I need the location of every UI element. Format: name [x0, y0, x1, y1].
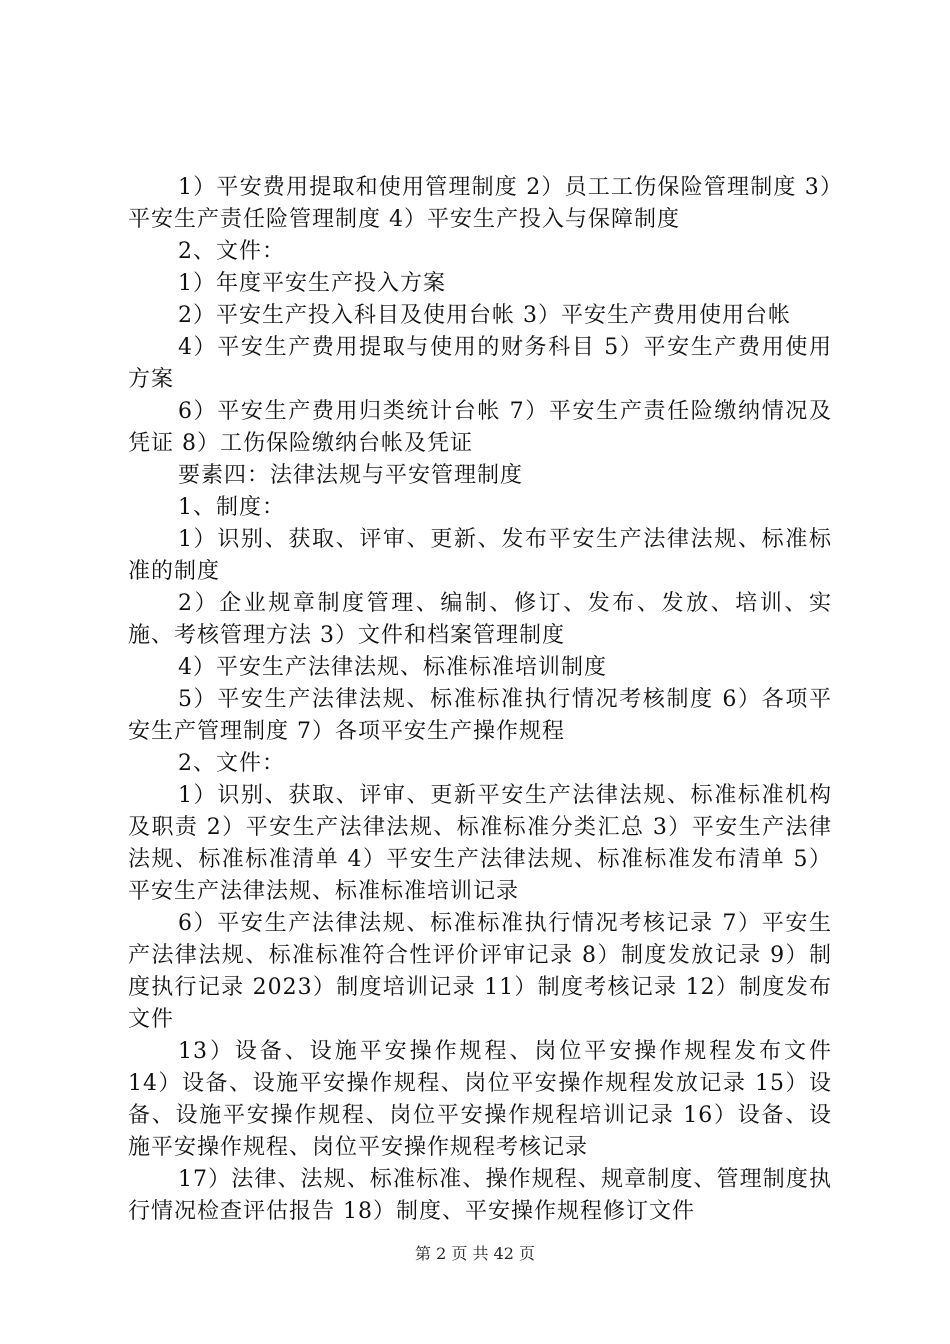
paragraph: 1、制度：	[178, 495, 285, 520]
section-heading: 要素四：法律法规与平安管理制度	[178, 463, 524, 488]
paragraph: 5）平安生产法律法规、标准标准执行情况考核制度 6）各项平安生产管理制度 7）各项平安生产操作规程	[128, 687, 832, 744]
paragraph: 4）平安生产法律法规、标准标准培训制度	[178, 655, 607, 680]
paragraph: 1）识别、获取、评审、更新、发布平安生产法律法规、标准标准的制度	[128, 527, 832, 584]
page-number-footer: 第 2 页 共 42 页	[415, 1244, 535, 1263]
document-body	[128, 172, 832, 1228]
paragraph: 17）法律、法规、标准标准、操作规程、规章制度、管理制度执行情况检查评估报告 18）制度、平安操作规程修订文件	[128, 1167, 832, 1224]
paragraph: 4）平安生产费用提取与使用的财务科目 5）平安生产费用使用方案	[128, 335, 832, 392]
paragraph: 2）企业规章制度管理、编制、修订、发布、发放、培训、实施、考核管理方法 3）文件和档案管理制度	[128, 591, 832, 648]
paragraph: 6）平安生产费用归类统计台帐 7）平安生产责任险缴纳情况及凭证 8）工伤保险缴纳台帐及凭证	[128, 399, 832, 456]
paragraph: 2、文件：	[178, 239, 285, 264]
paragraph: 1）平安费用提取和使用管理制度 2）员工工伤保险管理制度 3）平安生产责任险管理制度 4）平安生产投入与保障制度	[128, 175, 832, 232]
paragraph: 2、文件：	[178, 751, 285, 776]
paragraph: 1）年度平安生产投入方案	[178, 271, 446, 296]
paragraph: 6）平安生产法律法规、标准标准执行情况考核记录 7）平安生产法律法规、标准标准符合性评价评审记录 8）制度发放记录 9）制度执行记录 2023）制度培训记录 11）制度考核记录 12）制度发布文件	[128, 911, 832, 1032]
paragraph: 13）设备、设施平安操作规程、岗位平安操作规程发布文件 14）设备、设施平安操作规程、岗位平安操作规程发放记录 15）设备、设施平安操作规程、岗位平安操作规程培训记录 16）设备、设施平安操作规程、岗位平安操作规程考核记录	[128, 1039, 832, 1160]
paragraph: 2）平安生产投入科目及使用台帐 3）平安生产费用使用台帐	[178, 303, 791, 328]
paragraph: 1）识别、获取、评审、更新平安生产法律法规、标准标准机构及职责 2）平安生产法律法规、标准标准分类汇总 3）平安生产法律法规、标准标准清单 4）平安生产法律法规、标准标准发布清单 5）平安生产法律法规、标准标准培训记录	[128, 783, 832, 904]
